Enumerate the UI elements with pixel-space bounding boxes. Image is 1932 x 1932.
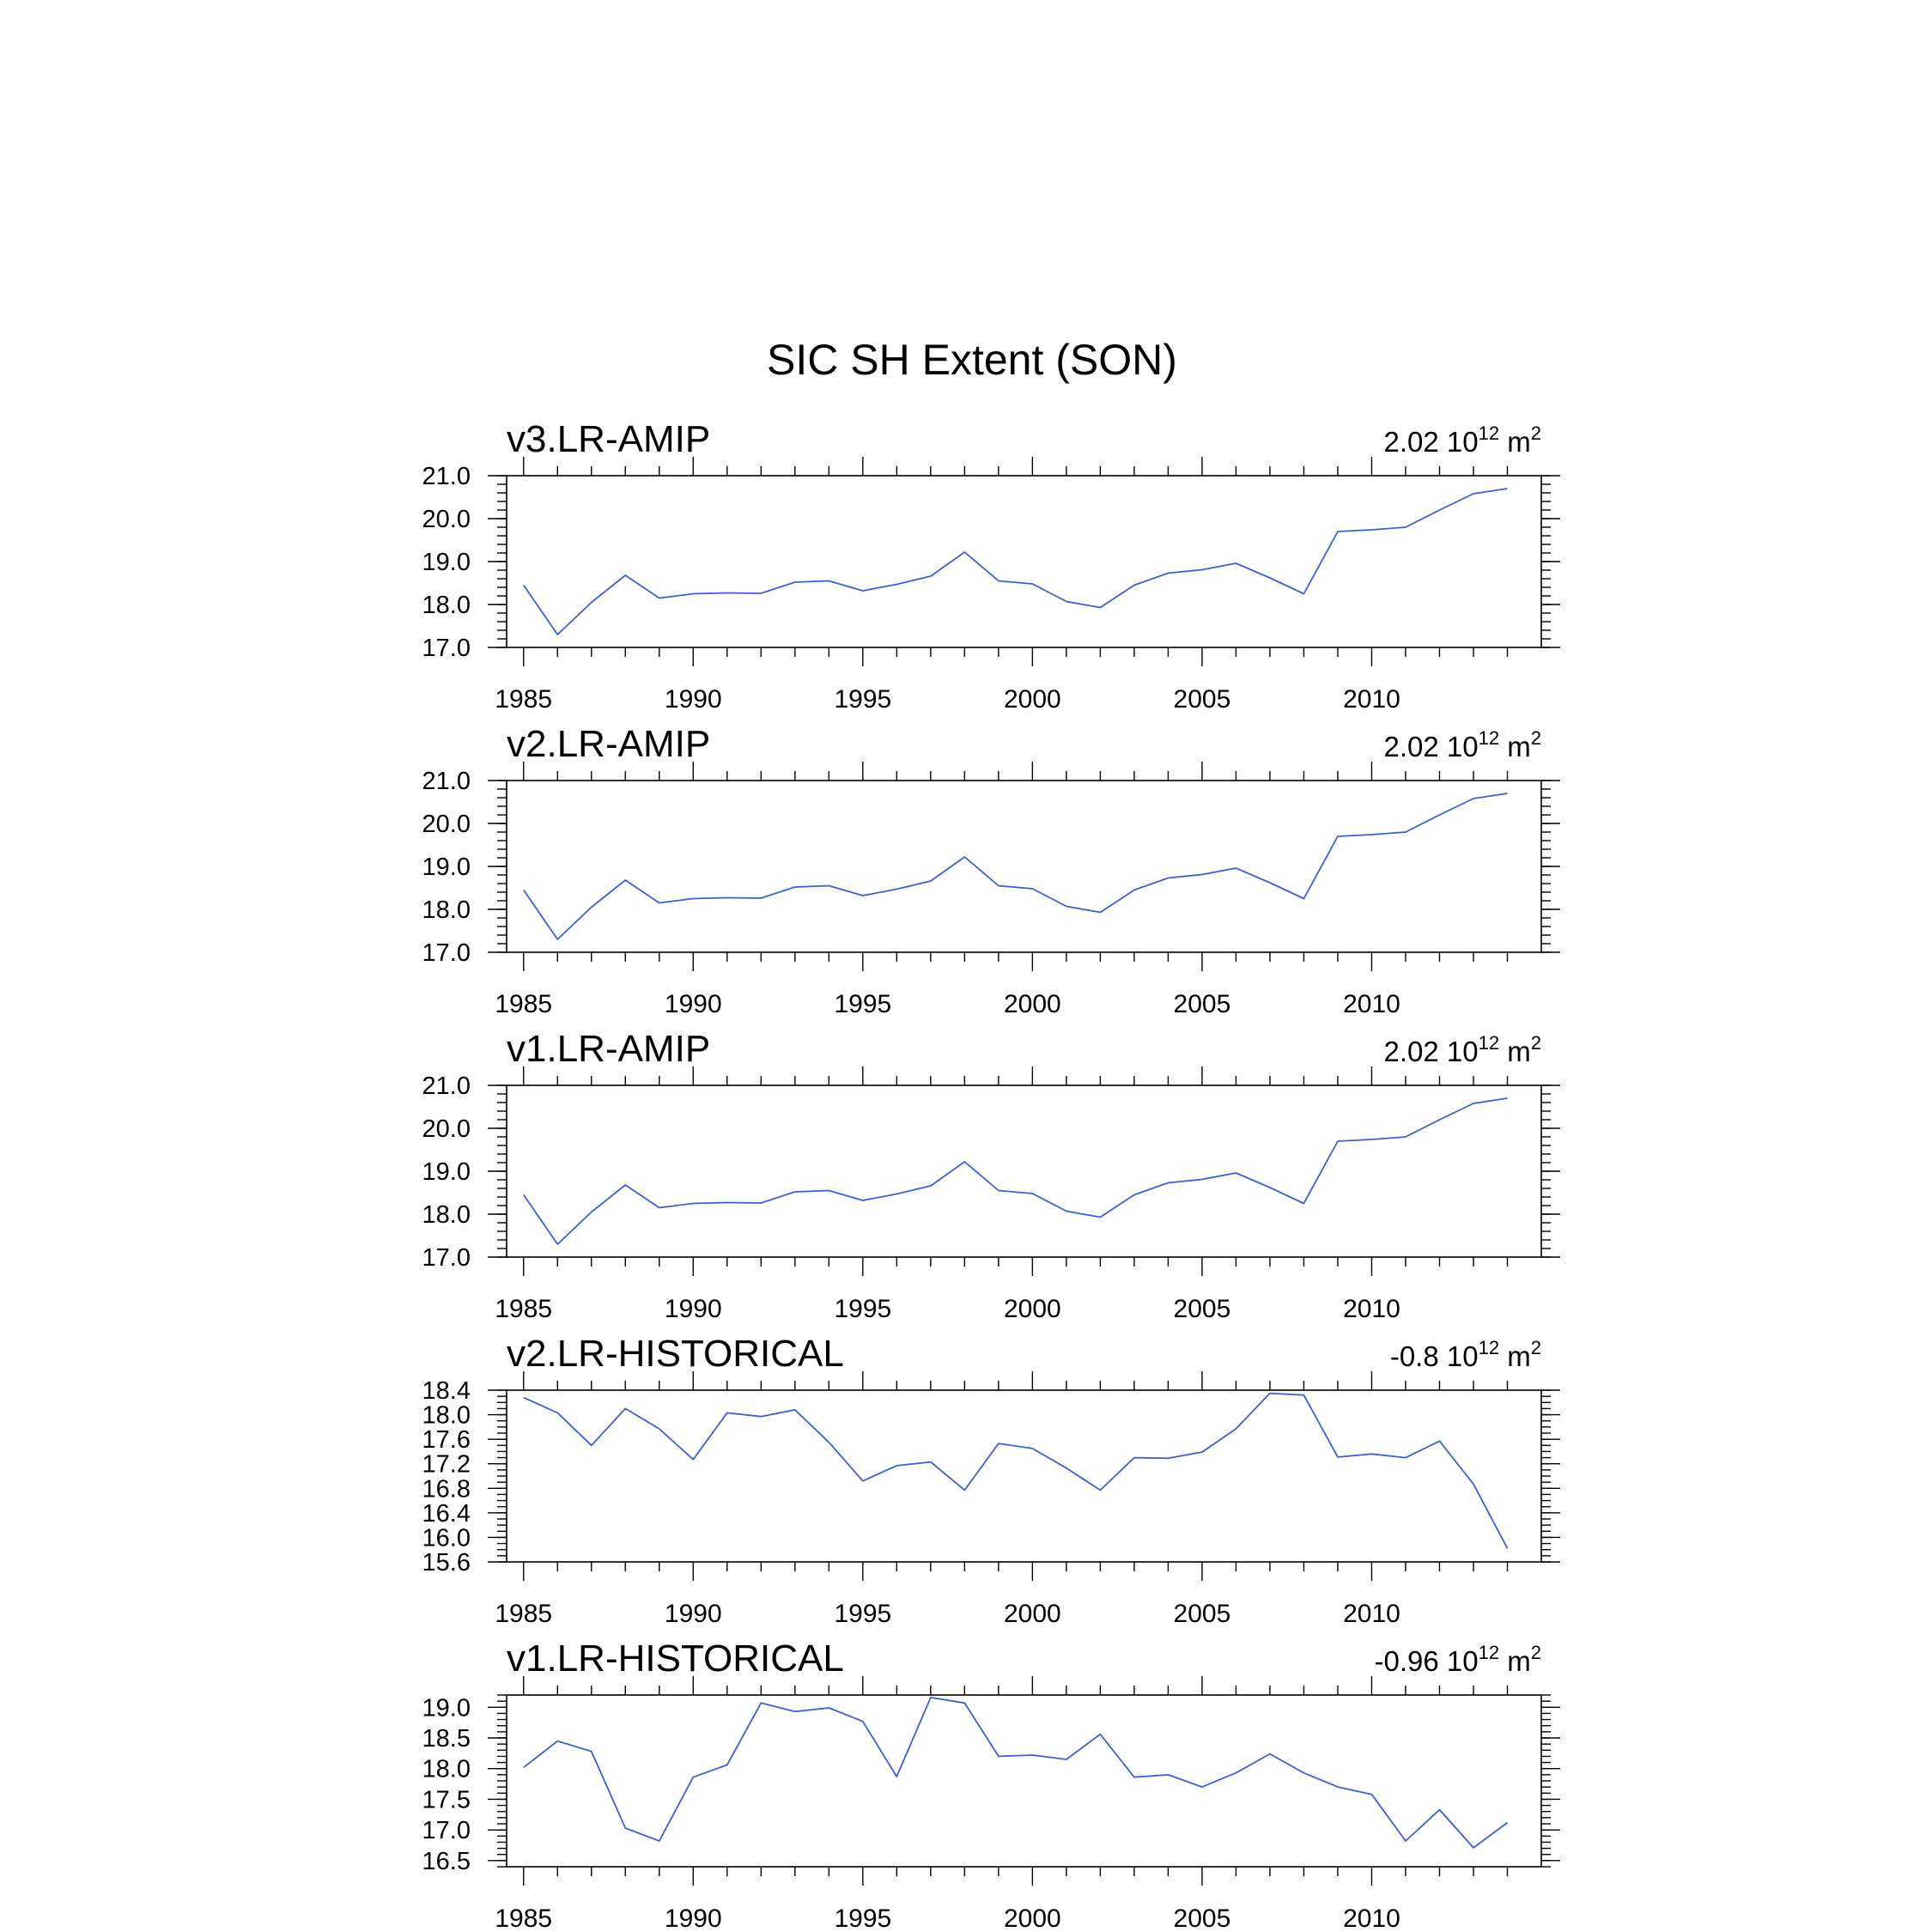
- series-line: [524, 489, 1508, 635]
- x-tick-label: 1985: [495, 1905, 553, 1932]
- x-tick-label: 2000: [1004, 990, 1061, 1018]
- panel-title: v2.LR-HISTORICAL: [507, 1333, 844, 1375]
- trend-value: -0.8 10: [1389, 1340, 1479, 1372]
- x-tick-label: 1990: [664, 1295, 722, 1323]
- figure-title: SIC SH Extent (SON): [767, 336, 1177, 384]
- x-tick-label: 1985: [495, 1600, 553, 1628]
- y-tick-label: 18.5: [422, 1725, 471, 1753]
- trend-value: 2.02 10: [1383, 426, 1479, 458]
- trend-unit: m: [1499, 731, 1531, 762]
- x-tick-label: 1990: [664, 1905, 722, 1932]
- x-tick-label: 2000: [1004, 685, 1061, 714]
- y-tick-label: 21.0: [422, 1072, 471, 1100]
- x-tick-label: 1990: [664, 1600, 722, 1628]
- panel-3: [422, 1028, 1560, 1323]
- trend-unit: m: [1499, 426, 1531, 458]
- panel-2: [422, 723, 1560, 1018]
- series-line: [524, 1698, 1508, 1848]
- y-tick-label: 20.0: [422, 1115, 471, 1143]
- x-tick-label: 1995: [834, 990, 892, 1018]
- x-tick-label: 1985: [495, 990, 553, 1018]
- y-tick-label: 17.2: [422, 1450, 471, 1479]
- plot-frame: [507, 1695, 1541, 1867]
- y-tick-label: 19.0: [422, 854, 471, 881]
- x-tick-label: 1990: [664, 685, 722, 714]
- y-tick-label: 19.0: [422, 1694, 471, 1722]
- x-tick-label: 2000: [1004, 1600, 1061, 1628]
- panels-group: [422, 418, 1560, 1932]
- plot-frame: [507, 1390, 1541, 1562]
- trend-value: 2.02 10: [1383, 1036, 1479, 1067]
- panel-title: v2.LR-AMIP: [507, 723, 711, 765]
- y-tick-label: 18.4: [422, 1377, 471, 1405]
- panel-title: v1.LR-AMIP: [507, 1028, 711, 1070]
- trend-value: -0.96 10: [1374, 1645, 1479, 1677]
- trend-unit: m: [1499, 1340, 1531, 1372]
- trend-exponent: 12: [1478, 1337, 1500, 1358]
- trend-unit-exponent: 2: [1530, 1032, 1541, 1054]
- trend-annotation: [1375, 1642, 1542, 1677]
- x-tick-label: 1995: [834, 1295, 892, 1323]
- y-tick-label: 20.0: [422, 506, 471, 533]
- y-tick-label: 17.0: [422, 1817, 471, 1845]
- x-tick-label: 1990: [664, 990, 722, 1018]
- y-tick-label: 19.0: [422, 549, 471, 576]
- trend-annotation: [1383, 727, 1541, 762]
- series-line: [524, 793, 1508, 939]
- panel-title: v1.LR-HISTORICAL: [507, 1637, 844, 1680]
- plot-frame: [507, 476, 1541, 647]
- series-line: [524, 1098, 1508, 1244]
- trend-exponent: 12: [1478, 1032, 1500, 1054]
- y-tick-label: 17.0: [422, 635, 471, 662]
- y-tick-label: 20.0: [422, 811, 471, 838]
- y-tick-label: 16.0: [422, 1524, 471, 1552]
- panel-1: [422, 418, 1560, 714]
- trend-unit-exponent: 2: [1530, 422, 1541, 444]
- x-tick-label: 2005: [1173, 990, 1231, 1018]
- trend-annotation: [1383, 1032, 1541, 1067]
- y-tick-label: 18.0: [422, 896, 471, 924]
- x-tick-label: 2010: [1343, 1905, 1400, 1932]
- trend-unit-exponent: 2: [1530, 1642, 1541, 1663]
- trend-unit: m: [1499, 1036, 1531, 1067]
- y-tick-label: 21.0: [422, 768, 471, 795]
- trend-unit: m: [1499, 1645, 1531, 1677]
- y-tick-label: 17.6: [422, 1426, 471, 1455]
- x-tick-label: 2005: [1173, 1600, 1231, 1628]
- x-tick-label: 2010: [1343, 990, 1400, 1018]
- x-tick-label: 2000: [1004, 1295, 1061, 1323]
- y-tick-label: 17.0: [422, 939, 471, 967]
- trend-unit-exponent: 2: [1530, 1337, 1541, 1358]
- y-tick-label: 18.0: [422, 1401, 471, 1430]
- y-tick-label: 17.5: [422, 1786, 471, 1814]
- x-tick-label: 2010: [1343, 1295, 1400, 1323]
- y-tick-label: 15.6: [422, 1549, 471, 1577]
- x-tick-label: 1995: [834, 1600, 892, 1628]
- trend-exponent: 12: [1478, 727, 1500, 749]
- y-tick-label: 16.8: [422, 1475, 471, 1504]
- trend-value: 2.02 10: [1383, 731, 1479, 762]
- trend-exponent: 12: [1478, 1642, 1500, 1663]
- x-tick-label: 2010: [1343, 1600, 1400, 1628]
- y-tick-label: 18.0: [422, 1201, 471, 1229]
- y-tick-label: 19.0: [422, 1158, 471, 1186]
- x-tick-label: 1985: [495, 1295, 553, 1323]
- panel-5: [422, 1637, 1560, 1932]
- plot-frame: [507, 781, 1541, 952]
- x-tick-label: 2010: [1343, 685, 1400, 714]
- x-tick-label: 1995: [834, 1905, 892, 1932]
- y-tick-label: 17.0: [422, 1244, 471, 1272]
- y-tick-label: 16.5: [422, 1847, 471, 1875]
- y-tick-label: 16.4: [422, 1499, 471, 1528]
- trend-annotation: [1383, 422, 1541, 458]
- x-tick-label: 1985: [495, 685, 553, 714]
- panel-title: v3.LR-AMIP: [507, 418, 711, 460]
- x-tick-label: 1995: [834, 685, 892, 714]
- trend-unit-exponent: 2: [1530, 727, 1541, 749]
- y-tick-label: 21.0: [422, 463, 471, 490]
- x-tick-label: 2005: [1173, 1295, 1231, 1323]
- x-tick-label: 2000: [1004, 1905, 1061, 1932]
- trend-annotation: [1390, 1337, 1541, 1372]
- panel-4: [422, 1333, 1560, 1628]
- trend-exponent: 12: [1478, 422, 1500, 444]
- x-tick-label: 2005: [1173, 685, 1231, 714]
- x-tick-label: 2005: [1173, 1905, 1231, 1932]
- y-tick-label: 18.0: [422, 1755, 471, 1783]
- series-line: [524, 1394, 1508, 1549]
- plot-frame: [507, 1085, 1541, 1257]
- y-tick-label: 18.0: [422, 592, 471, 619]
